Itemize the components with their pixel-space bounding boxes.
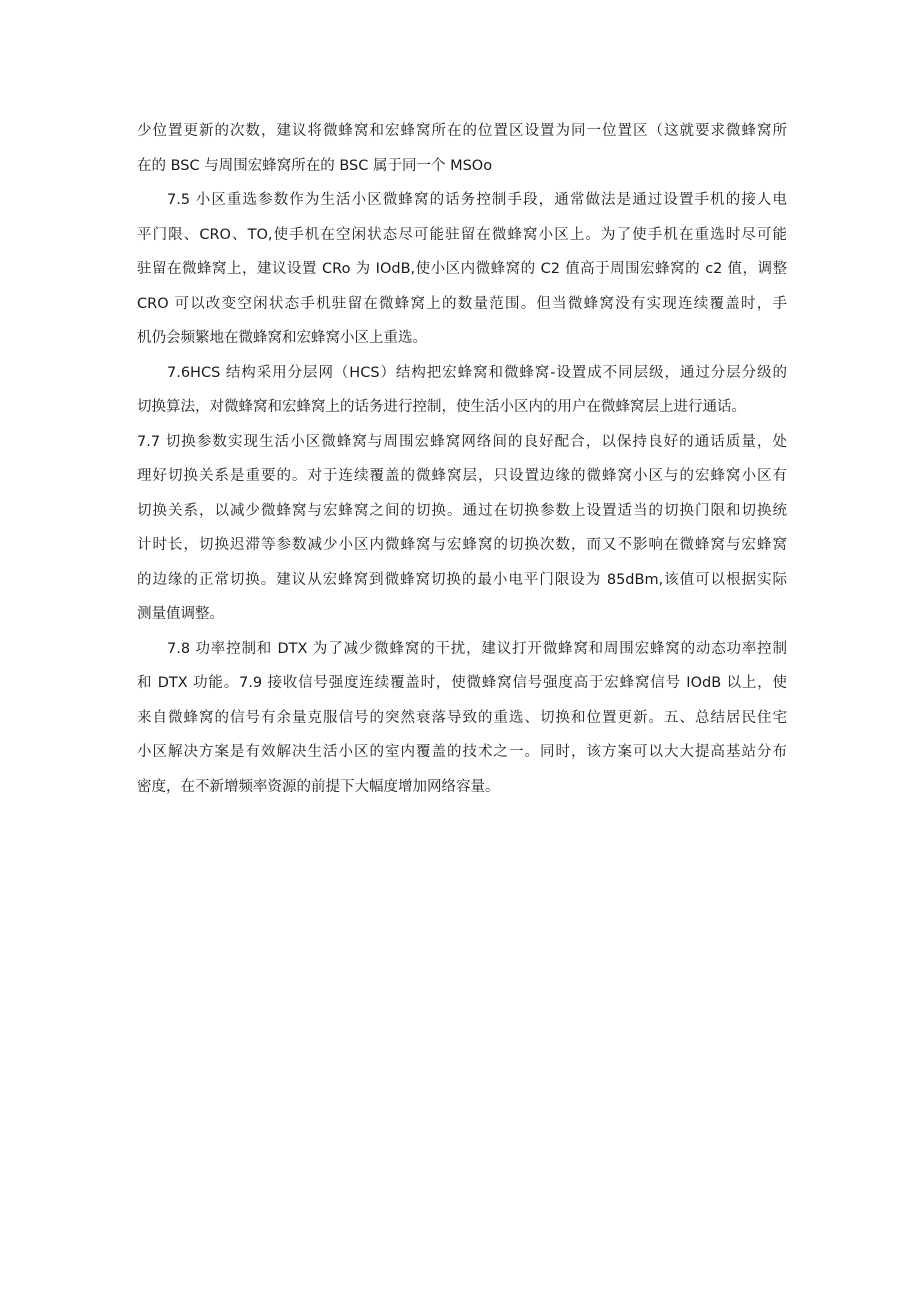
document-body	[137, 114, 787, 804]
text-line: 平门限、CRO、TO,使手机在空闲状态尽可能驻留在微蜂窝小区上。为了使手机在重选时尽可能	[137, 226, 787, 243]
paragraph-7-8-power-control	[137, 632, 787, 805]
text-line: CRO 可以改变空闲状态手机驻留在微蜂窝上的数量范围。但当微蜂窝没有实现连续覆盖时，手	[137, 295, 787, 312]
text-line: 密度，在不新增频率资源的前提下大幅度增加网络容量。	[137, 778, 500, 795]
text-line: 切换关系，以减少微蜂窝与宏蜂窝之间的切换。通过在切换参数上设置适当的切换门限和切换统	[137, 502, 787, 519]
text-line: 的边缘的正常切换。建议从宏蜂窝到微蜂窝切换的最小电平门限设为 85dBm,该值可以根据实际	[137, 571, 787, 588]
text-line: 机仍会频繁地在微蜂窝和宏蜂窝小区上重选。	[137, 330, 427, 346]
text-line: 理好切换关系是重要的。对于连续覆盖的微蜂窝层，只设置边缘的微蜂窝小区与的宏蜂窝小区有	[137, 468, 787, 484]
text-line: 在的 BSC 与周围宏蜂窝所在的 BSC 属于同一个 MSOo	[137, 157, 493, 174]
text-line: 测量值调整。	[137, 606, 224, 622]
paragraph-7-6-hcs	[137, 356, 787, 425]
text-line: 切换算法，对微蜂窝和宏蜂窝上的话务进行控制，使生活小区内的用户在微蜂窝层上进行通话。	[137, 399, 746, 415]
text-line: 7.7 切换参数实现生活小区微蜂窝与周围宏蜂窝网络间的良好配合，以保持良好的通话质量，处	[137, 433, 787, 450]
paragraph-7-7-handover	[137, 425, 787, 632]
paragraph-continuation	[137, 114, 787, 183]
text-line: 来自微蜂窝的信号有余量克服信号的突然衰落导致的重选、切换和位置更新。五、总结居民住宅	[137, 709, 787, 726]
text-line: 和 DTX 功能。7.9 接收信号强度连续覆盖时，使微蜂窝信号强度高于宏蜂窝信号 IOdB 以上，使	[137, 675, 787, 691]
text-line: 少位置更新的次数，建议将微蜂窝和宏蜂窝所在的位置区设置为同一位置区（这就要求微蜂窝所	[137, 123, 787, 139]
paragraph-7-5-reselection	[137, 183, 787, 356]
text-line: 7.8 功率控制和 DTX 为了减少微蜂窝的干扰，建议打开微蜂窝和周围宏蜂窝的动态功率控制	[167, 640, 787, 657]
text-line: 7.6HCS 结构采用分层网（HCS）结构把宏蜂窝和微蜂窝-设置成不同层级，通过分层分级的	[167, 364, 787, 381]
text-line: 计时长，切换迟滞等参数减少小区内微蜂窝与宏蜂窝的切换次数，而又不影响在微蜂窝与宏蜂窝	[137, 537, 787, 553]
text-line: 驻留在微蜂窝上，建议设置 CRo 为 IOdB,使小区内微蜂窝的 C2 值高于周围宏蜂窝的 c2 值，调整	[137, 261, 787, 277]
text-line: 7.5 小区重选参数作为生活小区微蜂窝的话务控制手段，通常做法是通过设置手机的接人电	[167, 192, 787, 208]
text-line: 小区解决方案是有效解决生活小区的室内覆盖的技术之一。同时，该方案可以大大提高基站分布	[137, 744, 787, 760]
